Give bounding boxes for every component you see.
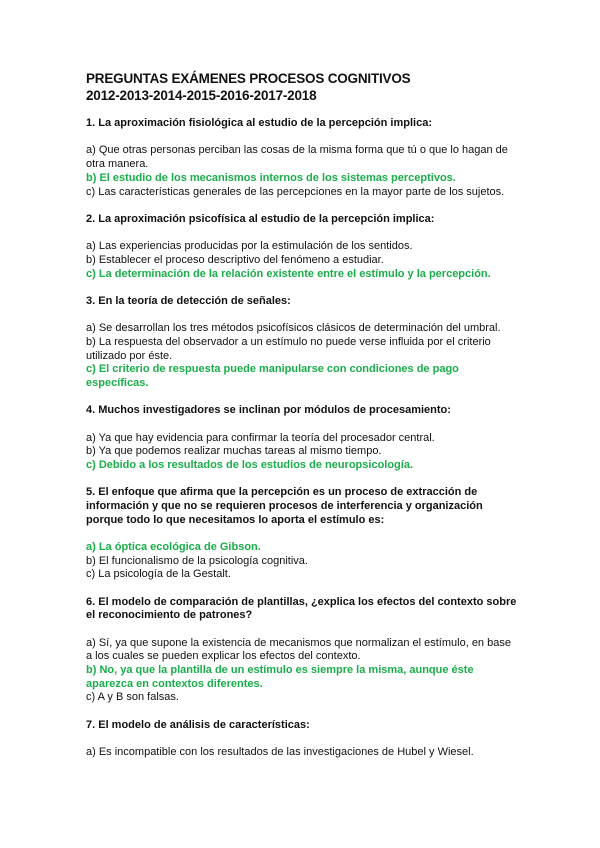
correct-answer: c) La determinación de la relación existente entre el estímulo y la percepción. [86,267,491,280]
question-text: 4. Muchos investigadores se inclinan por módulos de procesamiento: [86,404,451,417]
answer-option: a) Es incompatible con los resultados de las investigaciones de Hubel y Wiesel. [86,746,474,759]
question-text: 1. La aproximación fisiológica al estudio de la percepción implica: [86,117,432,129]
question-text: 5. El enfoque que afirma que la percepción es un proceso de extracción de información y que no se requieren procesos de interferencia y organización porque todo lo que necesitamos lo aporta el estímulo es: [86,486,483,526]
question-block [86,404,518,473]
answer-option: a) Que otras personas perciban las cosas de la misma forma que tú o que lo hagan de otra manera. [86,144,508,171]
question-block [86,295,518,391]
answer-option: a) Las experiencias producidas por la estimulación de los sentidos. [86,240,413,253]
question-list [86,117,518,760]
correct-answer: b) El estudio de los mecanismos internos de los sistemas perceptivos. [86,171,456,184]
question-block [86,117,518,199]
answer-option: a) Sí, ya que supone la existencia de mecanismos que normalizan el estímulo, en base a los cuales se pueden explicar los efectos del contexto. [86,636,511,663]
question-block [86,213,518,282]
answer-option: a) Se desarrollan los tres métodos psicofísicos clásicos de determinación del umbral. [86,322,501,335]
answer-option: c) Las características generales de las percepciones en la mayor parte de los sujetos. [86,185,505,198]
correct-answer: c) El criterio de respuesta puede manipularse con condiciones de pago específicas. [86,363,459,389]
title-line-2: 2012-2013-2014-2015-2016-2017-2018 [86,88,317,103]
question-block [86,596,518,706]
answer-option: c) A y B son falsas. [86,691,179,704]
question-text: 7. El modelo de análisis de características: [86,718,310,731]
question-text: 3. En la teoría de detección de señales: [86,294,291,307]
question-block [86,719,518,760]
question-text: 6. El modelo de comparación de plantillas, ¿explica los efectos del contexto sobre el reconocimiento de patrones? [86,595,517,622]
answer-option: b) Establecer el proceso descriptivo del fenómeno a estudiar. [86,253,384,266]
title-line-1: PREGUNTAS EXÁMENES PROCESOS COGNITIVOS [86,71,411,86]
correct-answer: b) No, ya que la plantilla de un estímulo es siempre la misma, aunque éste aparezca en contextos diferentes. [86,664,474,690]
correct-answer: c) Debido a los resultados de los estudios de neuropsicología. [86,458,414,471]
answer-option: b) Ya que podemos realizar muchas tareas al mismo tiempo. [86,445,382,458]
correct-answer: a) La óptica ecológica de Gibson. [86,540,261,553]
question-block [86,486,518,582]
answer-option: c) La psicología de la Gestalt. [86,568,231,581]
answer-option: a) Ya que hay evidencia para confirmar la teoría del procesador central. [86,431,435,444]
document-page [86,70,518,773]
document-title [86,70,518,104]
answer-option: b) El funcionalismo de la psicología cognitiva. [86,554,308,567]
question-text: 2. La aproximación psicofísica al estudio de la percepción implica: [86,212,435,225]
answer-option: b) La respuesta del observador a un estímulo no puede verse influida por el criterio utilizado por éste. [86,335,491,362]
